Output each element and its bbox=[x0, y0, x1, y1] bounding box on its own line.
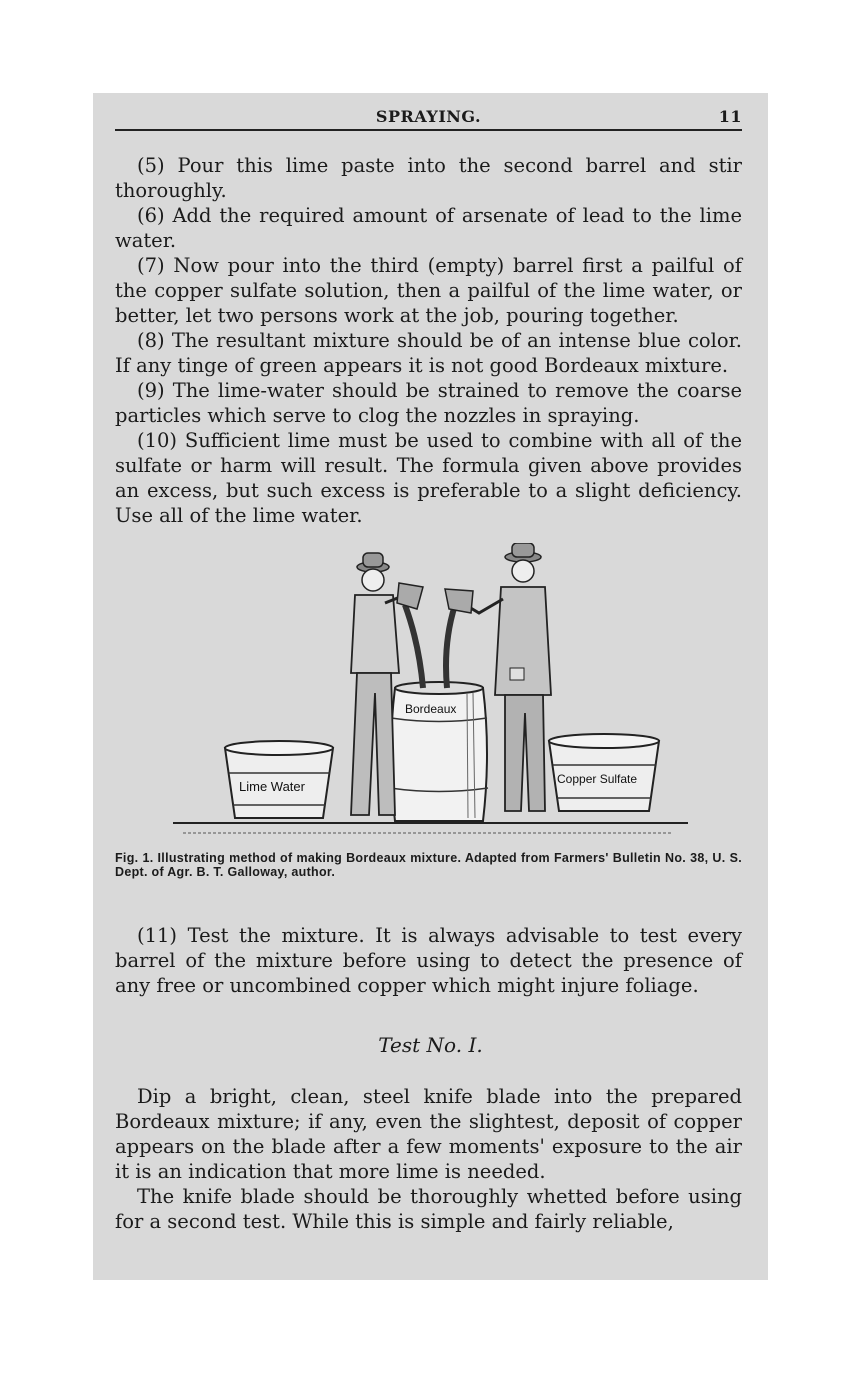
paragraph-test-2: The knife blade should be thoroughly whetted before using for a second test. While this is simple and fairly reliable, bbox=[115, 1185, 742, 1233]
paragraph-step-5: (5) Pour this lime paste into the second barrel and stir thoroughly. bbox=[115, 154, 742, 202]
bordeaux-illustration bbox=[173, 543, 693, 843]
page-number: 11 bbox=[718, 107, 742, 126]
paragraph-step-10: (10) Sufficient lime must be used to combine with all of the sulfate or harm will result. The formula given above provides an excess, but such excess is preferable to a slight deficiency. Use all of the lime water. bbox=[115, 429, 742, 527]
paragraph-step-7: (7) Now pour into the third (empty) barrel first a pailful of the copper sulfate solution, then a pailful of the lime water, or better, let two persons work at the job, pouring together. bbox=[115, 254, 742, 327]
paragraph-step-11: (11) Test the mixture. It is always advisable to test every barrel of the mixture before using to detect the presence of any free or uncombined copper which might injure foliage. bbox=[115, 924, 742, 997]
test-heading: Test No. I. bbox=[378, 1033, 483, 1057]
paragraph-test-1: Dip a bright, clean, steel knife blade into the prepared Bordeaux mixture; if any, even the slightest, deposit of copper appears on the blade after a few moments' exposure to the air it is an indication that more lime is needed. bbox=[115, 1085, 742, 1183]
header-title: SPRAYING. bbox=[375, 107, 482, 126]
lime-water-stream bbox=[405, 605, 423, 688]
lime-water-label: Lime Water bbox=[239, 779, 305, 794]
figure-caption: Fig. 1. Illustrating method of making Bordeaux mixture. Adapted from Farmers' Bulletin No. 38, U. S. Dept. of Agr. B. T. Galloway, author. bbox=[115, 851, 742, 879]
running-header bbox=[115, 107, 742, 129]
lime-water-tub bbox=[225, 741, 333, 818]
bordeaux-barrel bbox=[390, 682, 488, 821]
paragraph-step-8: (8) The resultant mixture should be of an intense blue color. If any tinge of green appears it is not good Bordeaux mixture. bbox=[115, 329, 742, 377]
bordeaux-label: Bordeaux bbox=[405, 702, 457, 716]
copper-sulfate-stream bbox=[446, 605, 455, 688]
copper-sulfate-tub bbox=[549, 734, 659, 811]
book-page bbox=[93, 93, 768, 1280]
paragraph-step-6: (6) Add the required amount of arsenate of lead to the lime water. bbox=[115, 204, 742, 252]
header-rule bbox=[115, 129, 742, 131]
paragraph-step-9: (9) The lime-water should be strained to remove the coarse particles which serve to clog the nozzles in spraying. bbox=[115, 379, 742, 427]
copper-sulfate-label: Copper Sulfate bbox=[557, 772, 638, 786]
test-instructions-block bbox=[115, 923, 742, 998]
test-description-block bbox=[115, 1084, 742, 1234]
instructions-block bbox=[115, 153, 742, 528]
